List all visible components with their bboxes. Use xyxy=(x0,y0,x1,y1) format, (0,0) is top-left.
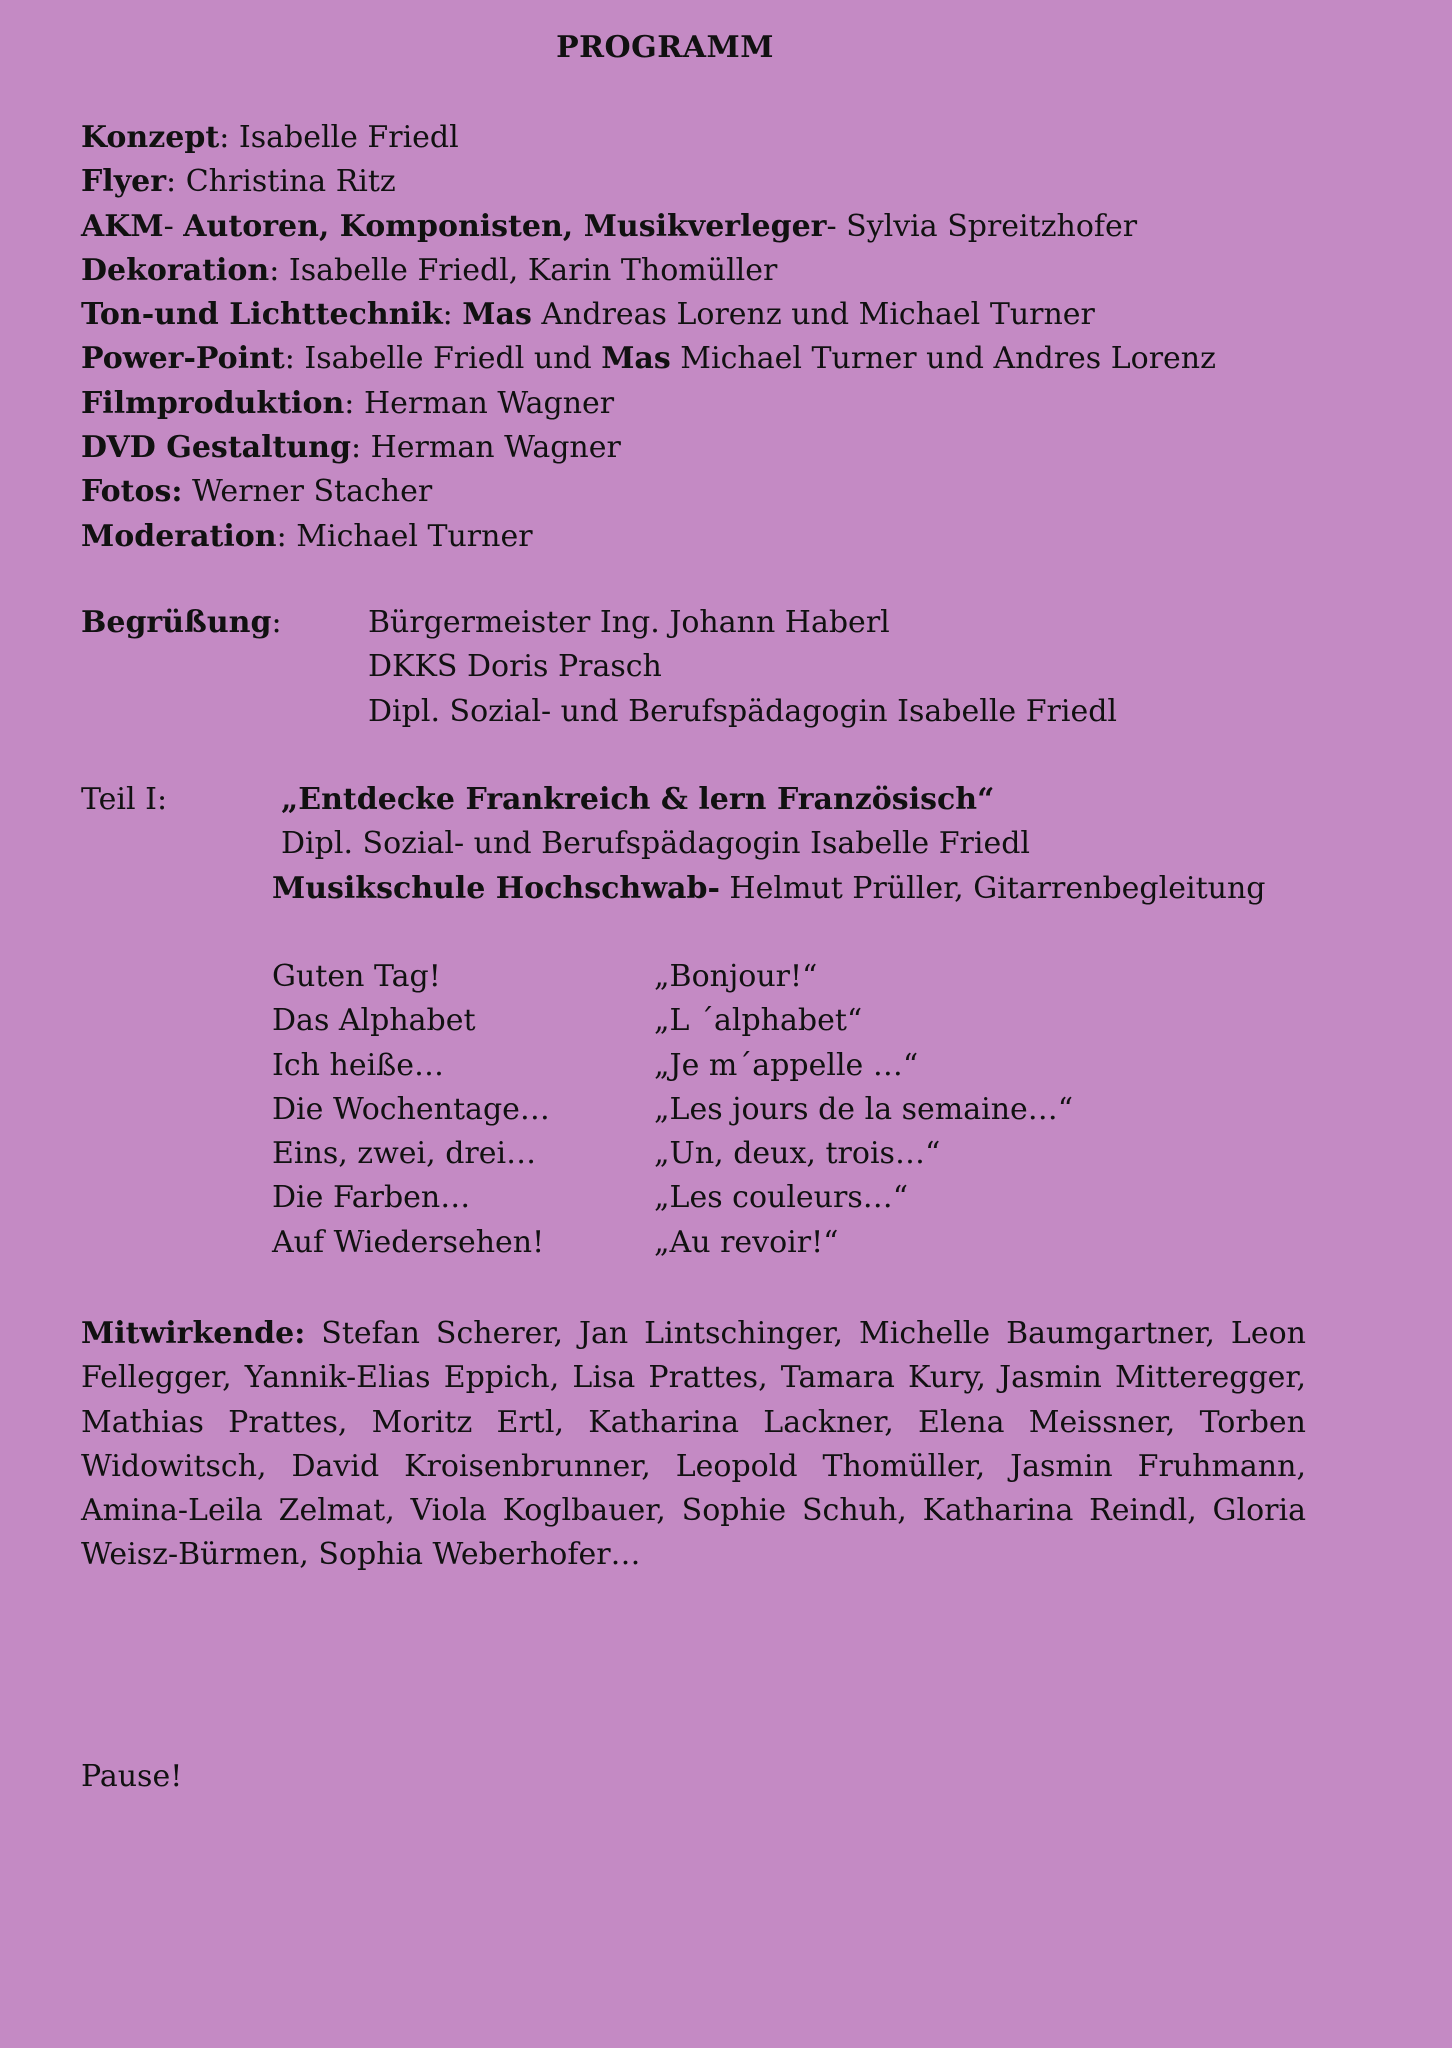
phrase-french: „Au revoir!“ xyxy=(654,1224,839,1260)
credit-separator: : xyxy=(344,385,364,421)
welcome-speaker: DKKS Doris Prasch xyxy=(368,649,662,685)
credit-line xyxy=(81,249,1331,293)
credit-value-bold: Mas xyxy=(462,297,532,333)
credit-label: Konzept xyxy=(81,120,220,155)
music-school-name: Musikschule Hochschwab- xyxy=(272,870,720,906)
phrase-german: Das Alphabet xyxy=(272,1003,476,1039)
phrase-french: „Un, deux, trois…“ xyxy=(654,1136,941,1172)
phrase-german: Auf Wiedersehen! xyxy=(272,1224,545,1260)
page-title: PROGRAMM xyxy=(556,30,774,65)
credit-separator: : xyxy=(166,164,186,200)
credit-label: Ton-und Lichttechnik xyxy=(81,297,443,333)
credit-value: Andreas Lorenz und Michael Turner xyxy=(531,297,1095,333)
credit-separator xyxy=(183,474,193,509)
credit-separator: : xyxy=(284,341,305,377)
credit-label: Fotos: xyxy=(81,474,183,510)
credit-line xyxy=(81,293,1331,337)
credit-line xyxy=(81,382,1331,426)
credit-separator: : xyxy=(269,252,289,288)
credit-value: Isabelle Friedl und xyxy=(304,341,602,377)
credit-line xyxy=(81,160,1331,204)
welcome-label: Begrüßung xyxy=(81,605,272,640)
credit-value: Michael Turner und Andres Lorenz xyxy=(670,341,1216,377)
credit-label: Moderation xyxy=(81,518,277,554)
phrase-row xyxy=(272,1044,1172,1088)
credit-separator: : xyxy=(350,430,371,466)
credit-line xyxy=(81,515,1331,559)
phrase-german: Guten Tag! xyxy=(272,959,441,994)
credit-label: Dekoration xyxy=(81,252,270,288)
credit-value: Michael Turner xyxy=(296,518,533,554)
phrase-row xyxy=(272,1221,1172,1265)
credit-line xyxy=(81,426,1331,470)
credit-value-bold: Autoren, Komponisten, Musikverleger xyxy=(183,208,827,244)
phrase-row xyxy=(272,1132,1172,1176)
credit-label: AKM xyxy=(81,208,164,244)
welcome-colon: : xyxy=(271,605,282,640)
phrase-row xyxy=(272,1088,1172,1132)
music-school-accompaniment: Helmut Prüller, Gitarrenbegleitung xyxy=(719,870,1266,906)
credit-label: Power-Point xyxy=(81,341,285,377)
phrase-french: „L ´alphabet“ xyxy=(654,1003,863,1039)
credit-value-bold: Mas xyxy=(601,341,671,377)
part-title: „Entdecke Frankreich & lern Französisch“ xyxy=(281,782,995,817)
phrase-row xyxy=(272,1176,1172,1220)
part-details xyxy=(272,778,1265,911)
pause-note: Pause! xyxy=(81,1759,183,1794)
credit-line xyxy=(81,337,1331,381)
credit-value: Herman Wagner xyxy=(363,385,615,421)
phrase-french: „Je m´appelle …“ xyxy=(654,1047,919,1083)
participants-label: Mitwirkende: xyxy=(81,1316,306,1351)
credit-line xyxy=(81,116,1331,160)
welcome-speaker: Bürgermeister Ing. Johann Haberl xyxy=(368,605,890,640)
credit-value: Christina Ritz xyxy=(185,164,396,200)
participants-names: Stefan Scherer, Jan Lintschinger, Michelle Baumgartner, Leon Fellegger, Yannik-Elias Eppich, Lisa Prattes, Tamara Kury, Jasmin Mitteregger, Mathias Prattes, Moritz Ertl, Katharina Lackner, Elena Meissner, Torben Widowitsch, David Kroisenbrunner, Leopold Thomüller, Jasmin Fruhmann, Amina-Leila Zelmat, Viola Koglbauer, Sophie Schuh, Katharina Reindl, Gloria Weisz-Bürmen, Sophia Weberhofer… xyxy=(81,1316,1306,1573)
phrase-row xyxy=(272,999,1172,1043)
phrase-french: „Les couleurs…“ xyxy=(654,1180,909,1216)
part-label: Teil I: xyxy=(81,782,168,817)
credit-value: Herman Wagner xyxy=(370,430,621,466)
phrase-french: „Bonjour!“ xyxy=(654,959,818,994)
phrase-french: „Les jours de la semaine…“ xyxy=(654,1091,1074,1127)
credits-list xyxy=(81,116,1331,559)
credit-label: Filmproduktion xyxy=(81,385,345,421)
part-music-school xyxy=(272,867,1265,911)
credit-separator: - xyxy=(163,208,184,244)
credit-separator: : xyxy=(442,297,463,333)
credit-value: - Sylvia Spreitzhofer xyxy=(826,208,1138,244)
phrase-german: Eins, zwei, drei… xyxy=(272,1136,537,1172)
phrase-german: Ich heiße… xyxy=(272,1047,444,1083)
credit-label: Flyer xyxy=(81,164,167,200)
credit-separator: : xyxy=(219,120,239,155)
credit-value: Isabelle Friedl, Karin Thomüller xyxy=(288,252,778,288)
credit-value: Werner Stacher xyxy=(192,474,433,510)
credit-label: DVD Gestaltung xyxy=(81,430,351,466)
credit-line xyxy=(81,470,1331,514)
phrase-row xyxy=(272,955,1172,999)
credit-value: Isabelle Friedl xyxy=(238,120,459,155)
welcome-speakers xyxy=(368,601,1117,734)
welcome-heading xyxy=(81,601,282,645)
credit-line xyxy=(81,205,1331,249)
part-teacher: Dipl. Sozial- und Berufspädagogin Isabelle Friedl xyxy=(281,826,1031,862)
welcome-speaker: Dipl. Sozial- und Berufspädagogin Isabelle Friedl xyxy=(368,693,1118,729)
credit-separator: : xyxy=(276,518,297,554)
phrase-table xyxy=(272,955,1172,1265)
participants-paragraph xyxy=(81,1312,1306,1578)
phrase-german: Die Farben… xyxy=(272,1180,471,1216)
phrase-german: Die Wochentage… xyxy=(272,1091,550,1127)
